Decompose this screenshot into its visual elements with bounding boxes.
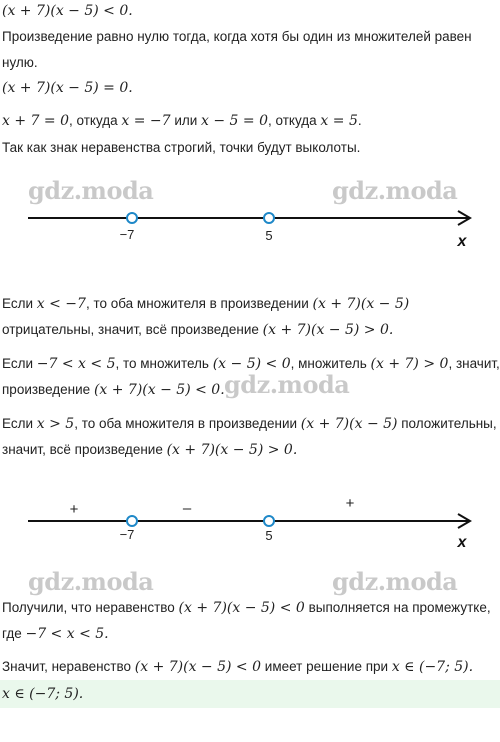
text-span: Получили, что неравенство bbox=[2, 600, 179, 615]
math-expr: x ∈ (−7; 5). bbox=[391, 659, 474, 675]
point-label-b: 5 bbox=[265, 228, 273, 243]
case-line bbox=[2, 381, 496, 399]
watermark: gdz.moda bbox=[332, 176, 458, 205]
roots-line bbox=[2, 112, 496, 130]
math-expr: (x + 7)(x − 5) < 0. bbox=[93, 382, 225, 398]
math-expr: (x − 5) < 0 bbox=[212, 356, 291, 372]
number-line-2 bbox=[0, 495, 500, 550]
axis-label: x bbox=[457, 233, 467, 250]
text-line: Так как знак неравенства строгий, точки будут выколоты. bbox=[2, 140, 361, 155]
text-span: Если bbox=[2, 416, 37, 431]
math-expr: x < −7 bbox=[36, 296, 86, 312]
text-span: , откуда bbox=[68, 113, 122, 128]
text-line: нулю. bbox=[2, 55, 38, 70]
math-expr: x = −7 bbox=[121, 113, 171, 129]
watermark: gdz.moda bbox=[28, 567, 154, 596]
text-span: Если bbox=[2, 296, 37, 311]
watermark: gdz.moda bbox=[332, 567, 458, 596]
text-span: Значит, неравенство bbox=[2, 659, 135, 674]
text-span: положительны, bbox=[397, 416, 497, 431]
math-expr: x + 7 = 0 bbox=[2, 113, 69, 129]
text-line: Произведение равно нулю тогда, когда хотя бы один из множителей равен bbox=[2, 29, 472, 44]
point-label-a: −7 bbox=[119, 227, 135, 242]
math-expr: −7 < x < 5 bbox=[36, 356, 116, 372]
watermark: gdz.moda bbox=[28, 176, 154, 205]
text-span: имеет решение при bbox=[261, 659, 392, 674]
math-expr: (x + 7)(x − 5) bbox=[300, 416, 398, 432]
point-label-b: 5 bbox=[265, 528, 273, 543]
conclusion-line bbox=[2, 625, 496, 643]
sign-middle: – bbox=[182, 500, 192, 517]
case-line bbox=[2, 415, 496, 433]
conclusion-line bbox=[2, 658, 496, 676]
watermark: gdz.moda bbox=[224, 370, 350, 399]
case-line bbox=[2, 441, 496, 459]
math-expr: x = 5 bbox=[320, 113, 358, 129]
math-expr: x − 5 = 0 bbox=[201, 113, 269, 129]
text-span: Если bbox=[2, 356, 37, 371]
answer-line: x ∈ (−7; 5). bbox=[2, 686, 84, 702]
text-span: , то оба множителя в произведении bbox=[74, 416, 301, 431]
math-expr: (x + 7)(x − 5) > 0. bbox=[166, 442, 298, 458]
math-expr: x > 5 bbox=[36, 416, 75, 432]
case-line bbox=[2, 295, 496, 313]
math-expr: −7 < x < 5. bbox=[25, 626, 109, 642]
conclusion-line bbox=[2, 599, 496, 617]
axis-label: x bbox=[457, 534, 467, 550]
text-span: выполняется на промежутке, bbox=[304, 600, 491, 615]
text-span: значит, всё произведение bbox=[2, 442, 167, 457]
text-span: , то множитель bbox=[115, 356, 213, 371]
sign-left: + bbox=[69, 501, 79, 518]
math-expr: (x + 7)(x − 5) > 0. bbox=[262, 322, 394, 338]
point-label-a: −7 bbox=[119, 527, 135, 542]
number-line-1 bbox=[0, 200, 500, 250]
text-span: , откуда bbox=[268, 113, 321, 128]
text-span: , множитель bbox=[290, 356, 371, 371]
text-span: произведение bbox=[2, 382, 94, 397]
math-expr: (x + 7)(x − 5) < 0 bbox=[134, 659, 262, 675]
open-point-5 bbox=[264, 213, 274, 223]
open-point-minus-7 bbox=[127, 213, 137, 223]
equation-line: (x + 7)(x − 5) = 0. bbox=[2, 80, 133, 96]
text-span: отрицательны, значит, всё произведение bbox=[2, 322, 263, 337]
case-line bbox=[2, 355, 500, 373]
math-expr: (x + 7)(x − 5) bbox=[312, 296, 410, 312]
math-expr: (x + 7) > 0 bbox=[370, 356, 449, 372]
text-span: , то оба множителя в произведении bbox=[85, 296, 313, 311]
text-span: или bbox=[170, 113, 202, 128]
sign-right: + bbox=[345, 495, 355, 512]
text-span: . bbox=[357, 113, 362, 128]
case-line bbox=[2, 321, 496, 339]
text-span: , значит, bbox=[448, 356, 500, 371]
inequality-line: (x + 7)(x − 5) < 0. bbox=[2, 3, 133, 19]
open-point-minus-7 bbox=[127, 516, 137, 526]
open-point-5 bbox=[264, 516, 274, 526]
text-span: где bbox=[2, 626, 26, 641]
math-expr: (x + 7)(x − 5) < 0 bbox=[178, 600, 305, 616]
